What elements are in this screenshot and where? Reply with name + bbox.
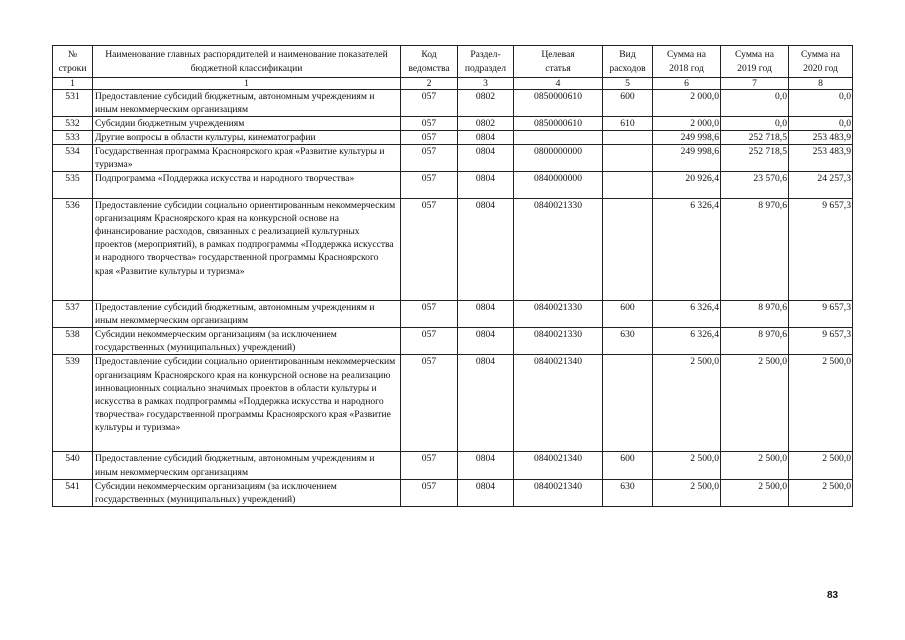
target-article: 0840021340 [514,452,603,479]
dept-code: 057 [401,117,458,131]
target-article: 0840021340 [514,479,603,506]
header-row-number: № строки [53,46,93,78]
row-name: Предоставление субсидий бюджетным, автономным учреждениям и иным некоммерческим организациям [93,452,401,479]
sum-2019: 2 500,0 [721,355,789,452]
sum-2020: 9 657,3 [789,199,853,301]
sum-2019: 0,0 [721,117,789,131]
column-number: 4 [514,78,603,90]
column-number: 1 [53,78,93,90]
sum-2020: 9 657,3 [789,328,853,355]
section-code: 0804 [458,172,514,199]
table-row [53,199,853,301]
header-section: Раздел- подраздел [458,46,514,78]
sum-2018: 2 500,0 [653,452,721,479]
row-number: 541 [53,479,93,506]
row-name: Предоставление субсидий бюджетным, автономным учреждениям и иным некоммерческим организациям [93,301,401,328]
sum-2020: 0,0 [789,90,853,117]
budget-table [52,45,853,507]
column-number: 1 [93,78,401,90]
row-number: 539 [53,355,93,452]
section-code: 0804 [458,131,514,145]
sum-2019: 252 718,5 [721,145,789,172]
header-expense-type: Вид расходов [603,46,653,78]
expense-type [603,145,653,172]
sum-2020: 0,0 [789,117,853,131]
expense-type: 630 [603,479,653,506]
sum-2018: 2 000,0 [653,90,721,117]
sum-2020: 253 483,9 [789,131,853,145]
dept-code: 057 [401,199,458,301]
sum-2018: 249 998,6 [653,131,721,145]
sum-2018: 2 500,0 [653,479,721,506]
section-code: 0804 [458,301,514,328]
table-row [53,452,853,479]
column-number: 5 [603,78,653,90]
target-article: 0840000000 [514,172,603,199]
section-code: 0804 [458,328,514,355]
row-number: 536 [53,199,93,301]
column-number: 3 [458,78,514,90]
page-number: 83 [827,590,839,601]
sum-2020: 24 257,3 [789,172,853,199]
column-number: 8 [789,78,853,90]
expense-type: 610 [603,117,653,131]
dept-code: 057 [401,90,458,117]
table-row [53,117,853,131]
row-name: Предоставление субсидий бюджетным, автономным учреждениям и иным некоммерческим организациям [93,90,401,117]
section-code: 0804 [458,145,514,172]
target-article: 0850000610 [514,117,603,131]
section-code: 0802 [458,90,514,117]
header-dept-code: Код ведомства [401,46,458,78]
table-row [53,301,853,328]
expense-type [603,355,653,452]
sum-2019: 8 970,6 [721,328,789,355]
column-number: 2 [401,78,458,90]
expense-type: 600 [603,452,653,479]
target-article: 0840021330 [514,328,603,355]
header-sum-2019: Сумма на 2019 год [721,46,789,78]
expense-type: 600 [603,301,653,328]
row-number: 533 [53,131,93,145]
row-number: 532 [53,117,93,131]
sum-2020: 9 657,3 [789,301,853,328]
header-target-article: Целевая статья [514,46,603,78]
dept-code: 057 [401,172,458,199]
row-name: Субсидии бюджетным учреждениям [93,117,401,131]
dept-code: 057 [401,479,458,506]
sum-2018: 249 998,6 [653,145,721,172]
row-name: Субсидии некоммерческим организациям (за исключением государственных (муниципальных) учреждений) [93,479,401,506]
row-name: Государственная программа Красноярского края «Развитие культуры и туризма» [93,145,401,172]
sum-2018: 2 000,0 [653,117,721,131]
sum-2018: 20 926,4 [653,172,721,199]
section-code: 0804 [458,452,514,479]
expense-type [603,131,653,145]
row-number: 537 [53,301,93,328]
target-article: 0840021330 [514,301,603,328]
column-number: 6 [653,78,721,90]
section-code: 0804 [458,479,514,506]
dept-code: 057 [401,131,458,145]
target-article [514,131,603,145]
sum-2019: 8 970,6 [721,301,789,328]
dept-code: 057 [401,355,458,452]
sum-2018: 2 500,0 [653,355,721,452]
row-number: 535 [53,172,93,199]
target-article: 0840021340 [514,355,603,452]
sum-2019: 0,0 [721,90,789,117]
header-name: Наименование главных распорядителей и наименование показателей бюджетной классификации [93,46,401,78]
dept-code: 057 [401,145,458,172]
row-number: 534 [53,145,93,172]
table-row [53,479,853,506]
table-row [53,172,853,199]
row-name: Субсидии некоммерческим организациям (за исключением государственных (муниципальных) учреждений) [93,328,401,355]
header-sum-2018: Сумма на 2018 год [653,46,721,78]
sum-2018: 6 326,4 [653,328,721,355]
expense-type: 600 [603,90,653,117]
sum-2019: 23 570,6 [721,172,789,199]
sum-2019: 8 970,6 [721,199,789,301]
table-row [53,328,853,355]
row-name: Подпрограмма «Поддержка искусства и народного творчества» [93,172,401,199]
column-number-row [53,78,853,90]
header-sum-2020: Сумма на 2020 год [789,46,853,78]
row-number: 531 [53,90,93,117]
sum-2020: 2 500,0 [789,479,853,506]
sum-2018: 6 326,4 [653,199,721,301]
table-row [53,131,853,145]
section-code: 0802 [458,117,514,131]
sum-2020: 253 483,9 [789,145,853,172]
dept-code: 057 [401,301,458,328]
expense-type: 630 [603,328,653,355]
row-name: Предоставление субсидии социально ориентированным некоммерческим организациям Красноярского края на конкурсной основе на финансирование расходов, связанных с реализацией культурных проектов (мероприятий), в рамках подпрограммы «Поддержка искусства и народного творчества» государственной программы Красноярского края «Развитие культуры и туризма» [93,199,401,301]
sum-2020: 2 500,0 [789,452,853,479]
sum-2019: 2 500,0 [721,479,789,506]
expense-type [603,172,653,199]
table-row [53,145,853,172]
sum-2019: 2 500,0 [721,452,789,479]
target-article: 0850000610 [514,90,603,117]
expense-type [603,199,653,301]
section-code: 0804 [458,199,514,301]
row-name: Предоставление субсидии социально ориентированным некоммерческим организациям Красноярского края на конкурсной основе на реализацию инновационных социально значимых проектов в области культуры и искусства в рамках подпрограммы «Поддержка искусства и народного творчества» государственной программы Красноярского края «Развитие культуры и туризма» [93,355,401,452]
dept-code: 057 [401,328,458,355]
sum-2020: 2 500,0 [789,355,853,452]
sum-2018: 6 326,4 [653,301,721,328]
table-row [53,355,853,452]
target-article: 0840021330 [514,199,603,301]
row-number: 540 [53,452,93,479]
column-number: 7 [721,78,789,90]
row-number: 538 [53,328,93,355]
dept-code: 057 [401,452,458,479]
section-code: 0804 [458,355,514,452]
target-article: 0800000000 [514,145,603,172]
row-name: Другие вопросы в области культуры, кинематографии [93,131,401,145]
header-row [53,46,853,78]
table-row [53,90,853,117]
sum-2019: 252 718,5 [721,131,789,145]
